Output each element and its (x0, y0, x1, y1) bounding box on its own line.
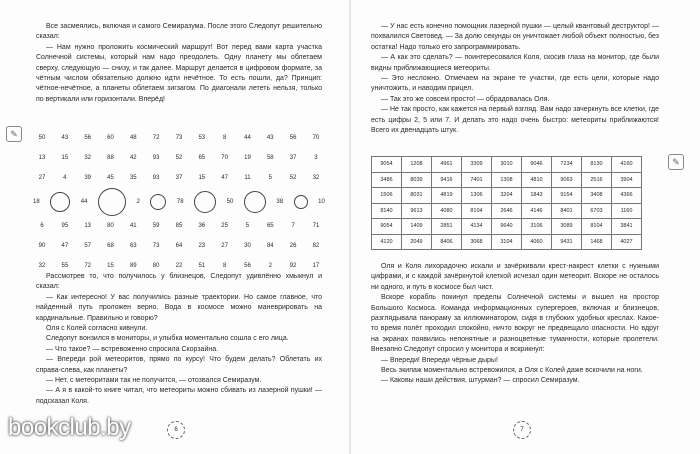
table-cell[interactable]: 9054 (372, 219, 402, 235)
grid-cell[interactable]: 47 (221, 175, 228, 181)
grid-cell[interactable]: 89 (129, 263, 137, 269)
table-cell[interactable]: 8140 (372, 203, 402, 219)
table-cell[interactable]: 7401 (462, 172, 492, 188)
number-table (371, 156, 642, 250)
table-cell[interactable]: 4810 (522, 172, 552, 188)
paragraph: — Нам нужно проложить космический маршрут! Вот перед вами карта участка Солнечной системы, который нам надо преодолеть. Одну планету мы облетаем сверху, следующую — снизу, и так далее. Маршрут делается в цифровом формате, за чётным числом обязательно должно идти нечётное. То есть пошли, да? Принцип: чётное-нечётное, а планеты облетаем зигзагом. По диагонали лететь нельзя, только по вертикали или горизонтали. Вперёд! (36, 43, 322, 103)
table-cell[interactable]: 8130 (582, 157, 612, 173)
grid-cell[interactable]: 50 (226, 199, 234, 205)
table-cell[interactable]: 2646 (492, 203, 522, 219)
grid-cell[interactable]: 43 (266, 135, 274, 141)
grid-cell[interactable]: 85 (175, 223, 183, 229)
table-cell[interactable]: 1843 (522, 188, 552, 204)
grid-cell[interactable]: 5 (268, 175, 272, 181)
grid-cell[interactable]: 37 (289, 155, 297, 161)
table-cell[interactable]: 9063 (552, 172, 582, 188)
grid-cell[interactable]: 90 (38, 243, 46, 249)
table-cell[interactable]: 1160 (612, 203, 642, 219)
table-cell[interactable]: 3841 (612, 219, 642, 235)
paragraph: Вскоре корабль покинул пределы Солнечной системы и вышел на простор Большого Космоса. Команда информационных супергероев, включая и близнецов, разглядывала панораму за иллюминатором, сидя в глубоких удобных креслах. Какое-то время полёт проходил спокойно, ничто вокруг не предвещало опасности. Но вдруг на экранах появились непонятные и разноцветные туманности, которые пролетели. Внезапно Следопут спросил у монитора и вскрикнул: (371, 294, 659, 354)
grid-cell[interactable]: 72 (84, 263, 91, 269)
grid-cell[interactable]: 2 (268, 263, 272, 269)
grid-cell[interactable]: 78 (176, 199, 184, 205)
grid-cell[interactable]: 73 (152, 243, 160, 249)
paragraph: — Впереди! Впереди чёрные дыры! (381, 356, 498, 364)
table-cell[interactable]: 4060 (522, 234, 552, 250)
pencil-icon[interactable]: ✎ (6, 126, 22, 142)
grid-cell[interactable]: 80 (107, 223, 114, 229)
paragraph: Оля и Коля лихорадочно искали и зачёркивали крест-накрест клетки с нужными цифрами, и с каждой зачёркнутой клеткой исчезал один метеорит. Вскоре не осталось ни одного, и путь в космосе был чист. (371, 263, 659, 291)
table-cell[interactable]: 8104 (462, 203, 492, 219)
grid-cell[interactable]: 70 (312, 135, 320, 141)
paragraph: — А как это сделать? — поинтересовался Коля, скосив глаза на монитор, где были видны приближающиеся метеориты. (371, 54, 659, 72)
paragraph: Рассмотрев то, что получилось у близнецов, Следопут удивлённо хмыкнул и сказал: (36, 273, 322, 291)
table-cell[interactable]: 1308 (492, 172, 522, 188)
grid-cell[interactable]: 44 (80, 199, 88, 205)
grid-row (33, 236, 325, 256)
table-cell[interactable]: 9416 (432, 172, 462, 188)
grid-cell[interactable]: 80 (152, 263, 160, 269)
table-row (372, 172, 642, 188)
grid-cell[interactable]: 4 (63, 175, 67, 181)
table-cell[interactable]: 3904 (612, 172, 642, 188)
grid-row (33, 148, 325, 168)
grid-cell[interactable]: 93 (152, 155, 160, 161)
grid-cell[interactable]: 6 (40, 223, 44, 229)
grid-cell[interactable]: 44 (244, 135, 251, 141)
table-cell[interactable]: 3104 (492, 234, 522, 250)
table-cell[interactable]: 3204 (492, 188, 522, 204)
grid-cell[interactable]: 50 (38, 135, 46, 141)
planet-row (33, 188, 325, 216)
table-cell[interactable]: 3089 (552, 219, 582, 235)
grid-cell[interactable]: 5 (245, 223, 250, 229)
table-cell[interactable]: 1306 (462, 188, 492, 204)
grid-cell[interactable]: 59 (152, 223, 160, 229)
planet-icon (194, 191, 216, 213)
grid-cell[interactable]: 53 (198, 135, 206, 141)
table-cell[interactable]: 4146 (522, 203, 552, 219)
table-cell[interactable]: 4961 (432, 157, 462, 173)
table-row (372, 157, 642, 173)
grid-cell[interactable]: 72 (152, 135, 160, 141)
table-cell[interactable]: 1409 (402, 219, 432, 235)
grid-cell[interactable]: 65 (198, 155, 206, 161)
grid-cell[interactable]: 35 (129, 175, 137, 181)
grid-cell[interactable]: 2 (136, 199, 140, 205)
grid-cell[interactable]: 38 (276, 199, 284, 205)
grid-cell[interactable]: 55 (61, 263, 69, 269)
table-cell[interactable]: 4080 (432, 203, 462, 219)
paragraph: Весь экипаж моментально встревожился, а Оля с Колей даже вскочили на ноги. (381, 367, 643, 375)
grid-cell[interactable]: 8 (222, 263, 227, 269)
paragraph: — У нас есть конечно помощник лазерной пушки — целый квантовый деструктор! — похвалился Световед. — За долю секунды он уничтожает любой объект полностью, без остатка! Надо только его запрограммировать. (371, 23, 659, 51)
grid-cell[interactable]: 70 (221, 155, 228, 161)
grid-cell[interactable]: 37 (175, 175, 183, 181)
grid-cell[interactable]: 88 (107, 155, 114, 161)
grid-cell[interactable]: 23 (198, 243, 206, 249)
table-cell[interactable]: 3106 (522, 219, 552, 235)
paragraph: — Нет, с метеоритами так не получится, — отозвался Семиразум. (46, 377, 262, 385)
grid-cell[interactable]: 15 (107, 263, 114, 269)
table-cell[interactable]: 9054 (372, 157, 402, 173)
grid-cell[interactable]: 10 (318, 199, 325, 205)
left-page (0, 0, 349, 454)
table-cell[interactable]: 2851 (432, 219, 462, 235)
grid-cell[interactable]: 93 (152, 175, 160, 181)
table-cell[interactable]: 9613 (402, 203, 432, 219)
table-cell[interactable]: 3309 (462, 157, 492, 173)
grid-cell[interactable]: 84 (266, 243, 274, 249)
grid-cell[interactable]: 41 (129, 223, 137, 229)
grid-cell[interactable]: 92 (289, 263, 297, 269)
grid-cell[interactable]: 22 (175, 263, 183, 269)
grid-row (33, 168, 325, 188)
grid-cell[interactable]: 39 (84, 175, 91, 181)
table-cell[interactable]: 4160 (612, 157, 642, 173)
planet-icon (294, 195, 308, 209)
right-text-top (371, 22, 659, 136)
grid-cell[interactable]: 30 (244, 243, 251, 249)
grid-cell[interactable]: 26 (289, 243, 297, 249)
grid-row (33, 216, 325, 236)
table-cell[interactable]: 8401 (552, 203, 582, 219)
paragraph: Следопут вонзился в мониторы, и улыбка моментально сошла с его лица. (46, 335, 289, 343)
planet-icon (150, 194, 166, 210)
table-cell[interactable]: 2049 (402, 234, 432, 250)
grid-cell[interactable]: 56 (244, 263, 251, 269)
table-cell[interactable]: 4366 (612, 188, 642, 204)
paragraph: — Впереди рой метеоритов, прямо по курсу! Что будем делать? Облетать их справа-слева, как планеты? (36, 356, 322, 374)
table-cell[interactable]: 7234 (552, 157, 582, 173)
grid-cell[interactable]: 42 (129, 155, 137, 161)
grid-cell[interactable]: 65 (266, 223, 274, 229)
grid-cell[interactable]: 43 (61, 135, 69, 141)
paragraph: — Каковы наши действия, штурман? — спросил Семиразум. (381, 377, 580, 385)
grid-cell[interactable]: 56 (84, 135, 91, 141)
grid-cell[interactable]: 27 (221, 243, 228, 249)
grid-cell[interactable]: 68 (107, 243, 114, 249)
grid-cell[interactable]: 73 (175, 135, 183, 141)
table-cell[interactable]: 9046 (522, 157, 552, 173)
grid-cell[interactable]: 82 (312, 243, 320, 249)
pencil-icon[interactable]: ✎ (668, 154, 684, 170)
table-cell[interactable]: 9640 (492, 219, 522, 235)
paragraph: — Как интересно! У вас получились разные траектории. Но самое главное, что найденный путь проложен верно. Вода в космосе можно маневрировать на кардинальные. Правильно и говорю? (36, 293, 322, 322)
grid-cell[interactable]: 32 (312, 175, 320, 181)
table-cell[interactable]: 9154 (552, 188, 582, 204)
paragraph: — Так это же совсем просто! — обрадовалась Оля. (381, 95, 550, 103)
grid-cell[interactable]: 13 (38, 155, 46, 161)
paragraph: — А я в какой-то книге читал, что метеориты можно сбивать из лазерной пушки! — подсказал Коля. (36, 387, 322, 405)
grid-cell[interactable]: 15 (198, 175, 206, 181)
grid-cell[interactable]: 11 (244, 175, 251, 181)
left-text-top (36, 22, 322, 105)
grid-cell[interactable]: 48 (129, 135, 137, 141)
grid-cell[interactable]: 95 (61, 223, 69, 229)
grid-cell[interactable]: 18 (33, 199, 40, 205)
paragraph: — Это несложно. Отмечаем на экране те участки, где есть цели, которые надо уничтожить, и наводим прицел. (371, 75, 659, 93)
paragraph: Оля с Колей согласно кивнули. (46, 325, 148, 333)
table-cell[interactable]: 1468 (582, 234, 612, 250)
grid-cell[interactable]: 71 (312, 223, 320, 229)
planet-icon (244, 191, 266, 213)
table-cell[interactable]: 1506 (372, 188, 402, 204)
table-cell[interactable]: 8031 (402, 188, 432, 204)
table-cell[interactable]: 3068 (462, 234, 492, 250)
number-grid (33, 128, 325, 276)
table-cell[interactable]: 4819 (432, 188, 462, 204)
table-cell[interactable]: 6703 (582, 203, 612, 219)
left-text-bottom (36, 272, 322, 407)
paragraph: Все засмеялись, включая и самого Семиразума. После этого Следопут решительно сказал: (36, 23, 322, 41)
table-cell[interactable]: 3408 (582, 188, 612, 204)
grid-cell[interactable]: 3 (314, 155, 318, 161)
table-row (372, 188, 642, 204)
grid-cell[interactable]: 32 (38, 263, 46, 269)
table-row (372, 234, 642, 250)
grid-cell[interactable]: 8 (222, 135, 227, 141)
table-cell[interactable]: 4027 (612, 234, 642, 250)
table-row (372, 219, 642, 235)
table-cell[interactable]: 4134 (462, 219, 492, 235)
grid-cell[interactable]: 45 (107, 175, 114, 181)
page-number: 7 (513, 421, 531, 439)
grid-cell[interactable]: 27 (38, 175, 46, 181)
grid-cell[interactable]: 17 (312, 263, 320, 269)
grid-cell[interactable]: 63 (129, 243, 137, 249)
grid-cell[interactable]: 58 (266, 155, 274, 161)
grid-cell[interactable]: 7 (291, 223, 295, 229)
table-cell[interactable]: 9431 (552, 234, 582, 250)
grid-cell[interactable]: 32 (84, 155, 91, 161)
paragraph: — Что такое? — встревоженно спросила Скорзайна. (46, 345, 219, 353)
right-text-bottom (371, 262, 659, 387)
grid-cell[interactable]: 47 (61, 243, 69, 249)
planet-icon (50, 192, 70, 212)
table-cell[interactable]: 8406 (432, 234, 462, 250)
grid-cell[interactable]: 15 (61, 155, 69, 161)
watermark: bookclub.by (8, 414, 131, 441)
table-cell[interactable]: 4120 (372, 234, 402, 250)
grid-row (33, 128, 325, 148)
grid-cell[interactable]: 51 (198, 263, 206, 269)
grid-cell[interactable]: 36 (198, 223, 206, 229)
paragraph: — Не так просто, как кажется на первый взгляд. Вам надо зачеркнуть все клетки, где есть цифры 2, 5 или 7. И делать это надо очень быстро: метеориты приближаются! Всего их двенадцать штук. (371, 106, 659, 135)
grid-cell[interactable]: 19 (244, 155, 251, 161)
planet-icon (98, 188, 126, 216)
page-number: 6 (167, 421, 185, 439)
table-cell[interactable]: 8104 (582, 219, 612, 235)
table-cell[interactable]: 8039 (402, 172, 432, 188)
grid-cell[interactable]: 60 (107, 135, 114, 141)
table-cell[interactable]: 1208 (402, 157, 432, 173)
grid-cell[interactable]: 52 (175, 155, 183, 161)
grid-cell[interactable]: 56 (289, 135, 297, 141)
grid-cell[interactable]: 57 (84, 243, 91, 249)
grid-cell[interactable]: 13 (84, 223, 91, 229)
table-cell[interactable]: 3486 (372, 172, 402, 188)
grid-cell[interactable]: 52 (289, 175, 297, 181)
table-row (372, 203, 642, 219)
grid-cell[interactable]: 25 (221, 223, 228, 229)
table-cell[interactable]: 3010 (492, 157, 522, 173)
grid-cell[interactable]: 64 (175, 243, 183, 249)
table-cell[interactable]: 2516 (582, 172, 612, 188)
